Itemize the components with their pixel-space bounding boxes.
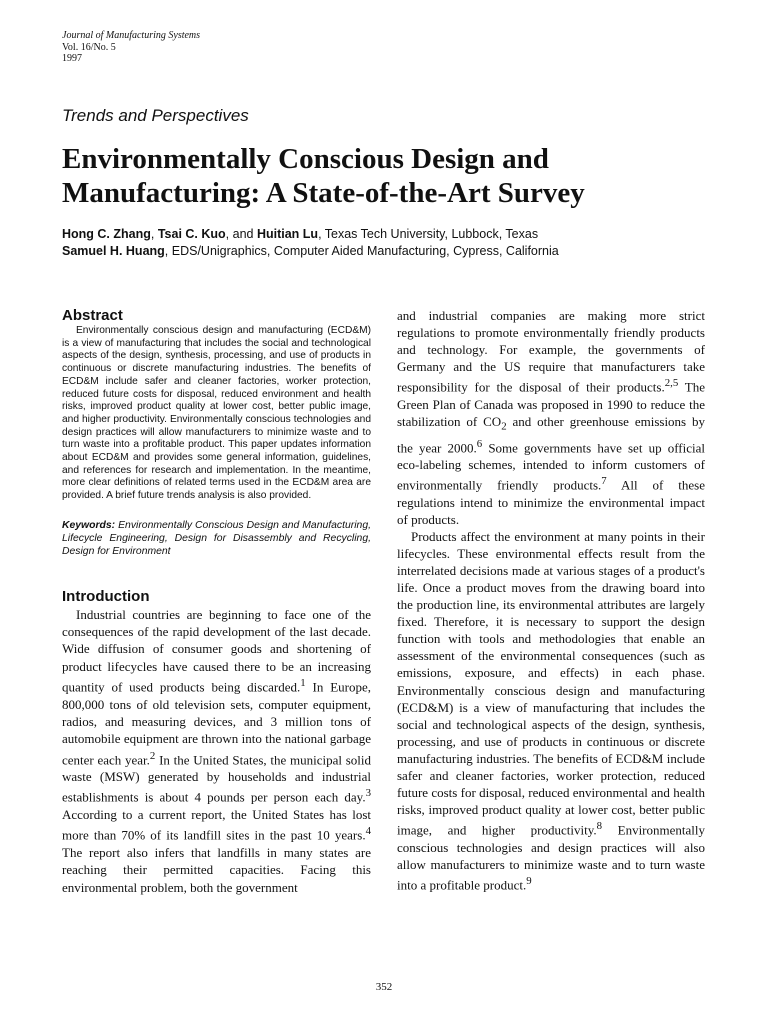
text-run: and industrial companies are making more strict regulations to promote environmentally friendly products and technology. For example, the governments of Germany and the US require that manufacturers take responsibility for the disposal of their products. [397, 308, 705, 395]
keywords-label: Keywords: [62, 519, 116, 531]
journal-volume: Vol. 16/No. 5 [62, 41, 116, 53]
text-run: According to a current report, the United States has lost more than 70% of its landfill sites in the past 10 years. [62, 807, 371, 843]
abstract-text: Environmentally conscious design and manufacturing (ECD&M) is a view of manufacturing that includes the social and technological aspects of the design, synthesis, processing, and use of products in continuous or discrete manufacturing industries. The benefits of ECD&M include safer and cleaner factories, worker protection, reduced future costs for disposal, reduced environment and health risks, improved product quality at lower cost, better public image, and higher productivity. Environmentally conscious technologies and design practices will allow manufacturers to minimize waste and to turn waste into a profitable product. This paper updates information about ECD&M and provides some general information, guidelines, and references for research and implementation. In the meantime, more clear definitions of related terms used in the ECD&M area are provided. A brief future trends analysis is also provided. [62, 325, 371, 502]
author-separator: , [150, 227, 158, 241]
author-name: Tsai C. Kuo [157, 227, 226, 241]
journal-citation [62, 30, 200, 65]
text-run: In Europe, 800,000 tons of old television sets, computer equipment, radios, and measuring devices, and 3 million tons of automobile equipment are thrown into the national garbage center each year. [62, 679, 371, 767]
text-run: In the United States, the municipal solid waste (MSW) generated by households and industrial establishments is about 4 pounds per person each day. [62, 751, 371, 805]
right-column [397, 307, 705, 893]
text-run: All of these regulations intend to minimize the environmental impact of products. [397, 477, 705, 527]
introduction-heading: Introduction [62, 587, 150, 605]
citation-ref: 3 [365, 787, 371, 800]
page-number: 352 [375, 981, 393, 993]
author-separator: , and [225, 227, 257, 241]
title-line-1: Environmentally Conscious Design and [62, 143, 549, 175]
author-line-1 [62, 226, 742, 243]
journal-year: 1997 [62, 53, 82, 64]
subscript: 2 [501, 420, 507, 433]
author-name: Hong C. Zhang [62, 227, 151, 241]
body-paragraph [397, 307, 705, 528]
citation-ref: 2 [149, 749, 156, 762]
body-paragraph [397, 528, 705, 894]
journal-name: Journal of Manufacturing Systems [62, 30, 201, 41]
author-name: Huitian Lu [256, 227, 319, 241]
author-name: Samuel H. Huang [62, 244, 165, 258]
keywords [62, 519, 371, 558]
author-affiliation: , Texas Tech University, Lubbock, Texas [318, 227, 539, 241]
text-run: Industrial countries are beginning to face one of the consequences of the rapid development of the last decade. Wide diffusion of consumer goods and shortening of product lifecycles have caused there to be an increasing quantity of used products being discarded. [62, 606, 371, 695]
citation-ref: 7 [601, 475, 607, 488]
section-label: Trends and Perspectives [62, 106, 249, 125]
citation-ref: 4 [365, 825, 371, 838]
text-run: The Green Plan of Canada was proposed in 1990 to reduce the stabilization of CO [397, 379, 705, 429]
citation-ref: 9 [526, 874, 532, 887]
citation-ref: 8 [596, 820, 603, 833]
citation-ref: 1 [300, 677, 306, 690]
text-run: The report also infers that landfills in many states are reaching their permitted capacities. Facing this environmental problem, both the government [62, 845, 371, 895]
citation-ref: 2,5 [664, 377, 679, 390]
text-run: Environmentally conscious technologies and design practices will also allow manufacturers to minimize waste and to turn waste into a profitable product. [397, 822, 705, 893]
citation-ref: 6 [476, 437, 483, 450]
text-run: Some governments have set up official eco-labeling schemes, intended to inform customers of environmentally friendly products. [397, 439, 705, 493]
text-run: Products affect the environment at many points in their lifecycles. These environmental effects result from the interrelated decisions made at various stages of a product's life. Once a product moves from the drawing board into the production line, its environmental attributes are largely fixed. Therefore, it is necessary to support the design function with tools and methodologies that enable an assessment of the environmental consequences (such as emissions, exposure, and effects) in each phase. Environmentally conscious design and manufacturing (ECD&M) is a view of manufacturing that includes the social and technological aspects of the design, synthesis, processing, and use of products in continuous or discrete manufacturing industries. The benefits of ECD&M include safer and cleaner factories, worker protection, reduced future costs for disposal, reduced environmental and health risks, improved product quality at lower cost, better public image, and higher productivity. [397, 528, 705, 838]
paper-title [62, 142, 722, 210]
author-block [62, 226, 742, 260]
author-affiliation: , EDS/Unigraphics, Computer Aided Manufacturing, Cypress, California [164, 244, 559, 258]
author-line-2 [62, 243, 742, 260]
text-run: and other greenhouse emissions by the year 2000. [397, 413, 705, 455]
title-line-2: Manufacturing: A State-of-the-Art Survey [62, 177, 585, 209]
introduction-paragraph [62, 606, 371, 896]
left-column [62, 307, 371, 896]
keywords-text: Environmentally Conscious Design and Manufacturing, Lifecycle Engineering, Design for Disassembly and Recycling, Design for Environment [62, 519, 371, 557]
abstract-heading: Abstract [62, 307, 123, 324]
